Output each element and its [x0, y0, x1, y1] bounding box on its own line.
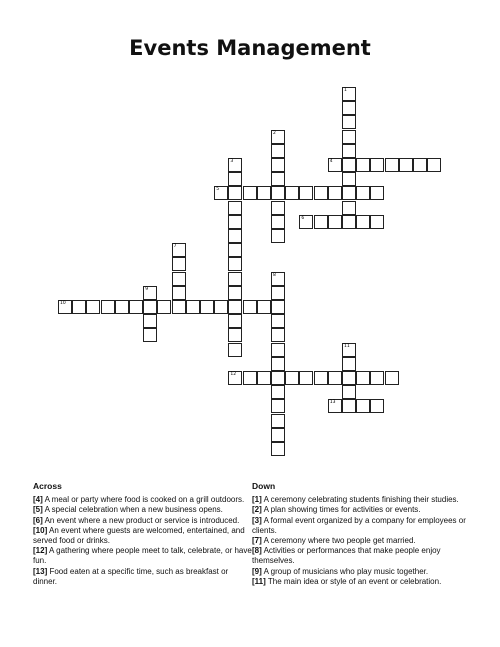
grid-cell[interactable] — [228, 328, 242, 342]
grid-cell[interactable] — [370, 186, 384, 200]
grid-cell[interactable] — [342, 130, 356, 144]
grid-cell[interactable] — [370, 399, 384, 413]
grid-cell[interactable] — [143, 286, 157, 300]
across-clue — [33, 546, 253, 566]
grid-cell[interactable] — [228, 229, 242, 243]
cell-number: 13 — [329, 400, 336, 406]
cell-number: 3 — [230, 159, 234, 164]
clue-text: A ceremony celebrating students finishing their studies. — [261, 495, 459, 505]
cell-number: 5 — [216, 187, 220, 193]
grid-cell[interactable] — [342, 186, 356, 200]
grid-cell[interactable] — [285, 186, 299, 200]
grid-cell[interactable] — [271, 300, 285, 314]
grid-cell[interactable] — [271, 314, 285, 328]
grid-cell[interactable] — [342, 399, 356, 413]
grid-cell[interactable] — [228, 286, 242, 300]
clue-text: A gathering where people meet to talk, celebrate, or have fun. — [33, 546, 252, 566]
grid-cell[interactable] — [271, 130, 285, 144]
grid-cell[interactable] — [342, 201, 356, 215]
grid-cell[interactable] — [228, 186, 242, 200]
page-title: Events Management — [129, 36, 371, 60]
grid-cell[interactable] — [328, 215, 342, 229]
grid-cell[interactable] — [356, 186, 370, 200]
grid-cell[interactable] — [86, 300, 100, 314]
clue-number: [8] — [252, 546, 262, 556]
grid-cell[interactable] — [172, 243, 186, 257]
grid-cell[interactable] — [271, 343, 285, 357]
grid-cell[interactable] — [143, 314, 157, 328]
grid-cell[interactable] — [157, 300, 171, 314]
grid-cell[interactable] — [228, 257, 242, 271]
grid-cell[interactable] — [356, 371, 370, 385]
grid-cell[interactable] — [228, 314, 242, 328]
clue-number: [2] — [252, 505, 262, 515]
grid-cell[interactable] — [342, 144, 356, 158]
grid-cell[interactable] — [271, 272, 285, 286]
clue-number: [7] — [252, 536, 262, 546]
grid-cell[interactable] — [342, 101, 356, 115]
grid-cell[interactable] — [172, 257, 186, 271]
grid-cell[interactable] — [342, 115, 356, 129]
grid-cell[interactable] — [271, 399, 285, 413]
cell-number: 11 — [344, 343, 350, 349]
grid-cell[interactable] — [299, 371, 313, 385]
grid-cell[interactable] — [342, 371, 356, 385]
grid-cell[interactable] — [342, 172, 356, 186]
grid-cell[interactable] — [271, 215, 285, 229]
grid-cell[interactable] — [271, 186, 285, 200]
down-clue — [252, 536, 474, 546]
grid-cell[interactable] — [342, 357, 356, 371]
grid-cell[interactable] — [342, 87, 356, 101]
down-clue — [252, 546, 474, 566]
grid-cell[interactable] — [342, 385, 356, 399]
across-clue — [33, 505, 253, 515]
across-clues — [33, 481, 253, 587]
cell-number: 10 — [60, 301, 66, 306]
clue-text: Activities or performances that make people enjoy themselves. — [252, 546, 441, 566]
grid-cell[interactable] — [342, 215, 356, 229]
grid-cell[interactable] — [399, 158, 413, 172]
grid-cell[interactable] — [228, 215, 242, 229]
grid-cell[interactable] — [228, 243, 242, 257]
clue-text: A special celebration when a new business opens. — [42, 505, 223, 515]
clue-number: [1] — [252, 495, 262, 505]
grid-cell[interactable] — [228, 371, 242, 385]
grid-cell[interactable] — [271, 385, 285, 399]
down-heading: Down — [252, 481, 276, 491]
clue-text: An event where guests are welcomed, entertained, and served food or drinks. — [33, 525, 245, 546]
clue-number: [6] — [33, 515, 43, 525]
clue-text: A meal or party where food is cooked on a grill outdoors. — [42, 495, 245, 505]
grid-cell[interactable] — [228, 300, 242, 314]
down-clues — [252, 481, 474, 587]
grid-cell[interactable] — [58, 300, 72, 314]
grid-cell[interactable] — [200, 300, 214, 314]
cell-number: 9 — [145, 286, 149, 292]
grid-cell[interactable] — [427, 158, 441, 172]
clue-number: [10] — [33, 525, 48, 535]
grid-cell[interactable] — [228, 343, 242, 357]
grid-cell[interactable] — [299, 215, 313, 229]
grid-cell[interactable] — [271, 428, 285, 442]
grid-cell[interactable] — [314, 371, 328, 385]
down-clue — [252, 495, 474, 505]
grid-cell[interactable] — [271, 172, 285, 186]
cell-number: 8 — [273, 272, 276, 278]
across-clue — [33, 516, 253, 526]
grid-cell[interactable] — [243, 300, 257, 314]
grid-cell[interactable] — [228, 158, 242, 172]
clue-number: [5] — [33, 505, 43, 515]
grid-cell[interactable] — [228, 201, 242, 215]
clue-text: A group of musicians who play music together. — [261, 566, 429, 576]
grid-cell[interactable] — [328, 371, 342, 385]
grid-cell[interactable] — [271, 201, 285, 215]
grid-cell[interactable] — [356, 399, 370, 413]
grid-cell[interactable] — [385, 158, 399, 172]
grid-cell[interactable] — [129, 300, 143, 314]
cell-number: 12 — [230, 372, 237, 377]
clue-number: [13] — [33, 566, 48, 576]
grid-cell[interactable] — [228, 172, 242, 186]
grid-cell[interactable] — [143, 328, 157, 342]
grid-cell[interactable] — [172, 286, 186, 300]
grid-cell[interactable] — [328, 158, 342, 172]
grid-cell[interactable] — [271, 286, 285, 300]
grid-cell[interactable] — [271, 158, 285, 172]
clue-text: A plan showing times for activities or events. — [261, 505, 421, 515]
grid-cell[interactable] — [328, 399, 342, 413]
cell-number: 1 — [344, 88, 347, 93]
grid-cell[interactable] — [243, 186, 257, 200]
grid-cell[interactable] — [257, 371, 271, 385]
grid-cell[interactable] — [243, 371, 257, 385]
grid-cell[interactable] — [186, 300, 200, 314]
grid-cell[interactable] — [271, 328, 285, 342]
grid-cell[interactable] — [214, 300, 228, 314]
grid-cell[interactable] — [72, 300, 86, 314]
grid-cell[interactable] — [271, 414, 285, 428]
grid-cell[interactable] — [299, 186, 313, 200]
down-clue — [252, 567, 474, 577]
grid-cell[interactable] — [172, 272, 186, 286]
clue-text: The main idea or style of an event or celebration. — [265, 576, 442, 586]
cell-number: 4 — [329, 159, 333, 164]
clue-text: An event where a new product or service is introduced. — [42, 515, 240, 525]
grid-cell[interactable] — [257, 186, 271, 200]
down-clue — [252, 577, 474, 587]
clue-number: [4] — [33, 495, 43, 505]
grid-cell[interactable] — [328, 186, 342, 200]
grid-cell[interactable] — [370, 158, 384, 172]
across-heading: Across — [33, 481, 62, 491]
across-clue — [33, 567, 253, 587]
grid-cell[interactable] — [143, 300, 157, 314]
down-clue — [252, 505, 474, 515]
across-clue — [33, 495, 253, 505]
grid-cell[interactable] — [271, 442, 285, 456]
cell-number: 2 — [273, 130, 276, 136]
clue-text: A formal event organized by a company for employees or clients. — [252, 515, 466, 535]
grid-cell[interactable] — [356, 215, 370, 229]
clue-number: [9] — [252, 566, 262, 576]
down-clue — [252, 516, 474, 536]
grid-cell[interactable] — [271, 144, 285, 158]
grid-cell[interactable] — [228, 272, 242, 286]
clue-number: [3] — [252, 515, 262, 525]
grid-cell[interactable] — [101, 300, 115, 314]
clue-number: [12] — [33, 546, 48, 556]
clue-text: A ceremony where two people get married. — [261, 536, 416, 546]
grid-cell[interactable] — [271, 357, 285, 371]
clue-number: [11] — [252, 576, 266, 586]
grid-cell[interactable] — [370, 215, 384, 229]
grid-cell[interactable] — [257, 300, 271, 314]
cell-number: 7 — [173, 244, 177, 250]
cell-number: 6 — [301, 215, 305, 221]
clue-text: Food eaten at a specific time, such as breakfast or dinner. — [33, 566, 229, 586]
grid-cell[interactable] — [342, 158, 356, 172]
grid-cell[interactable] — [314, 186, 328, 200]
grid-cell[interactable] — [214, 186, 228, 200]
grid-cell[interactable] — [314, 215, 328, 229]
grid-cell[interactable] — [271, 229, 285, 243]
grid-cell[interactable] — [413, 158, 427, 172]
grid-cell[interactable] — [342, 343, 356, 357]
grid-cell[interactable] — [385, 371, 399, 385]
across-clue — [33, 526, 253, 546]
grid-cell[interactable] — [370, 371, 384, 385]
grid-cell[interactable] — [356, 158, 370, 172]
grid-cell[interactable] — [115, 300, 129, 314]
grid-cell[interactable] — [172, 300, 186, 314]
grid-cell[interactable] — [285, 371, 299, 385]
grid-cell[interactable] — [271, 371, 285, 385]
